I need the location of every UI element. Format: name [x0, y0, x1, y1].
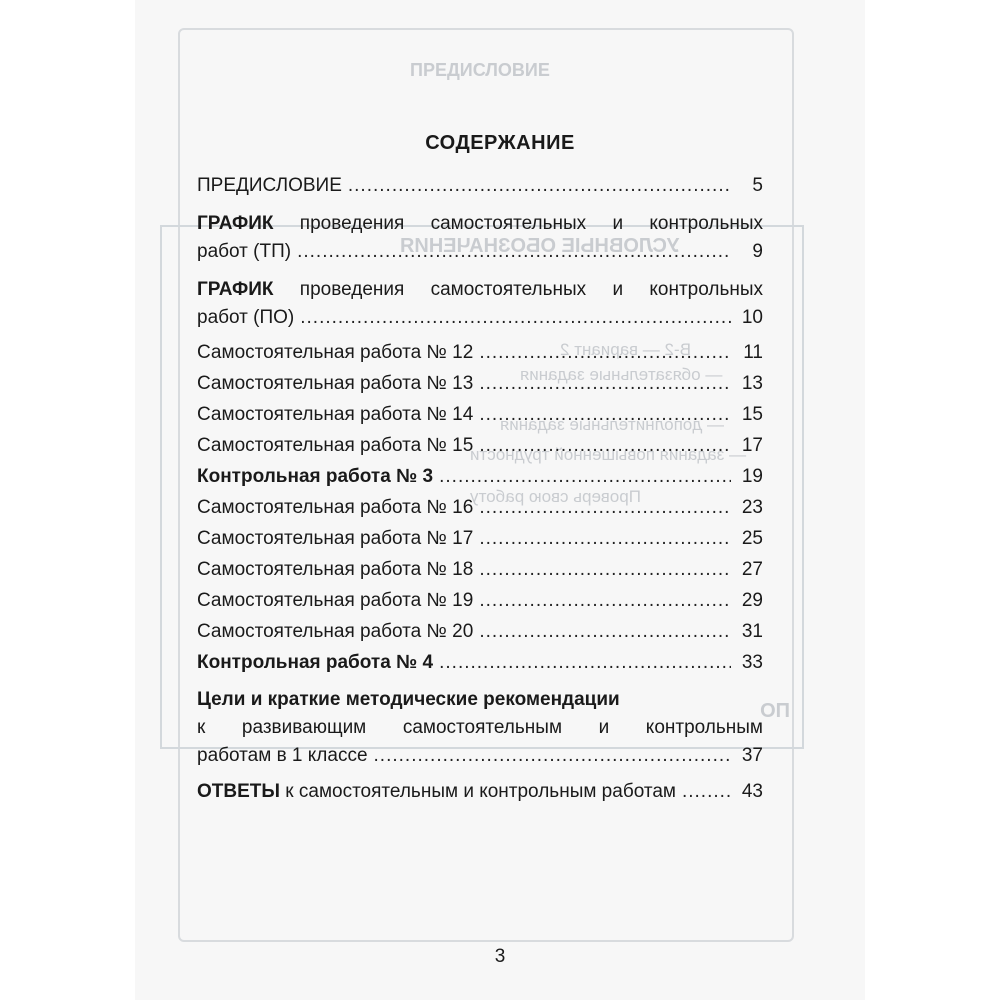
toc-entry-text: работам в 1 классе: [197, 745, 368, 766]
toc-entry-line: к развивающим самостоятельным и контрольным: [197, 717, 763, 738]
bleed-through-hard: — задания повышенной трудности: [470, 445, 747, 464]
toc-page-number: 5: [752, 175, 763, 196]
page-title: СОДЕРЖАНИЕ: [425, 132, 575, 154]
toc-entry[interactable]: [197, 430, 763, 461]
bleed-through-title: ПРЕДИСЛОВИЕ: [410, 60, 550, 80]
toc-entry[interactable]: [197, 778, 763, 806]
toc-entry-text: Самостоятельная работа № 20: [197, 621, 474, 642]
toc-entry[interactable]: [197, 368, 763, 399]
leader-dots: [479, 337, 731, 368]
leader-dots: [439, 647, 731, 678]
leader-dots: [479, 585, 731, 616]
toc-entry[interactable]: [197, 210, 763, 266]
toc-page-number: 31: [741, 621, 763, 642]
toc-page-number: 29: [741, 590, 763, 611]
leader-dots: [479, 523, 731, 554]
toc-entry[interactable]: [197, 492, 763, 523]
toc-entry-bold: ОТВЕТЫ: [197, 781, 280, 802]
toc-entry-text: ПРЕДИСЛОВИЕ: [197, 175, 342, 196]
bleed-through-mandatory: — обязательные задания: [520, 365, 723, 384]
toc-entry[interactable]: [197, 686, 763, 770]
bleed-through-po: ПО: [760, 700, 790, 722]
toc-page-number: 43: [741, 781, 763, 802]
toc-page-number: 23: [741, 497, 763, 518]
toc-page-number: 10: [741, 307, 763, 328]
toc-entry[interactable]: [197, 647, 763, 678]
toc-entry-text: проведения самостоятельных и контрольных: [299, 279, 764, 300]
leader-dots: [479, 492, 731, 523]
leader-dots: [297, 238, 731, 266]
toc-entry[interactable]: [197, 585, 763, 616]
leader-dots: [479, 554, 731, 585]
toc-entry[interactable]: [197, 523, 763, 554]
toc-page-number: 27: [741, 559, 763, 580]
leader-dots: [300, 304, 731, 332]
bleed-through-extra: — дополнительные задания: [500, 415, 724, 434]
toc-entry[interactable]: [197, 554, 763, 585]
leader-dots: [682, 778, 731, 806]
toc-entry[interactable]: [197, 616, 763, 647]
leader-dots: [348, 172, 731, 200]
toc-entry[interactable]: [197, 337, 763, 368]
toc-entry-text: Самостоятельная работа № 17: [197, 528, 474, 549]
toc-entry-text: Самостоятельная работа № 13: [197, 373, 474, 394]
toc-page-number: 25: [741, 528, 763, 549]
bleed-through-check: Проверь свою работу: [470, 487, 641, 506]
leader-dots: [439, 461, 731, 492]
leader-dots: [479, 399, 731, 430]
toc-entry-heading: Цели и краткие методические рекомендации: [197, 689, 620, 710]
toc-page-number: 11: [743, 342, 763, 363]
toc-entry-bold: ГРАФИК: [197, 213, 274, 234]
table-of-contents: [197, 172, 763, 806]
toc-entry-text: работ (ПО): [197, 307, 295, 328]
toc-entry[interactable]: [197, 461, 763, 492]
toc-entry-text: Контрольная работа № 4: [197, 652, 434, 673]
toc-page-number: 19: [741, 466, 763, 487]
toc-entry-text: к самостоятельным и контрольным работам: [285, 781, 676, 802]
bleed-through-legend: УСЛОВНЫЕ ОБОЗНАЧЕНИЯ: [400, 235, 680, 257]
toc-entry-text: проведения самостоятельных и контрольных: [299, 213, 764, 234]
leader-dots: [479, 430, 731, 461]
toc-entry[interactable]: [197, 172, 763, 200]
leader-dots: [479, 616, 731, 647]
toc-page-number: 15: [741, 404, 763, 425]
toc-entry-text: Самостоятельная работа № 19: [197, 590, 474, 611]
bleed-through-variant: В-2 — вариант 2: [560, 340, 691, 359]
toc-page-number: 13: [741, 373, 763, 394]
toc-entry-bold: ГРАФИК: [197, 279, 274, 300]
toc-entry-text: Самостоятельная работа № 16: [197, 497, 474, 518]
toc-page-number: 9: [752, 241, 763, 262]
toc-entry-text: Самостоятельная работа № 15: [197, 435, 474, 456]
toc-entry-text: Контрольная работа № 3: [197, 466, 434, 487]
toc-entry[interactable]: [197, 276, 763, 332]
toc-entry-text: работ (ТП): [197, 241, 292, 262]
leader-dots: [479, 368, 731, 399]
toc-entry-line: [197, 210, 763, 238]
toc-page-number: 17: [741, 435, 763, 456]
toc-entry-text: Самостоятельная работа № 18: [197, 559, 474, 580]
toc-page-number: 33: [741, 652, 763, 673]
toc-entry-text: Самостоятельная работа № 14: [197, 404, 474, 425]
toc-entry[interactable]: [197, 399, 763, 430]
toc-entry-text: Самостоятельная работа № 12: [197, 342, 474, 363]
page-number: 3: [494, 946, 506, 967]
leader-dots: [374, 742, 731, 770]
toc-entry-line: [197, 276, 763, 304]
toc-page-number: 37: [741, 745, 763, 766]
